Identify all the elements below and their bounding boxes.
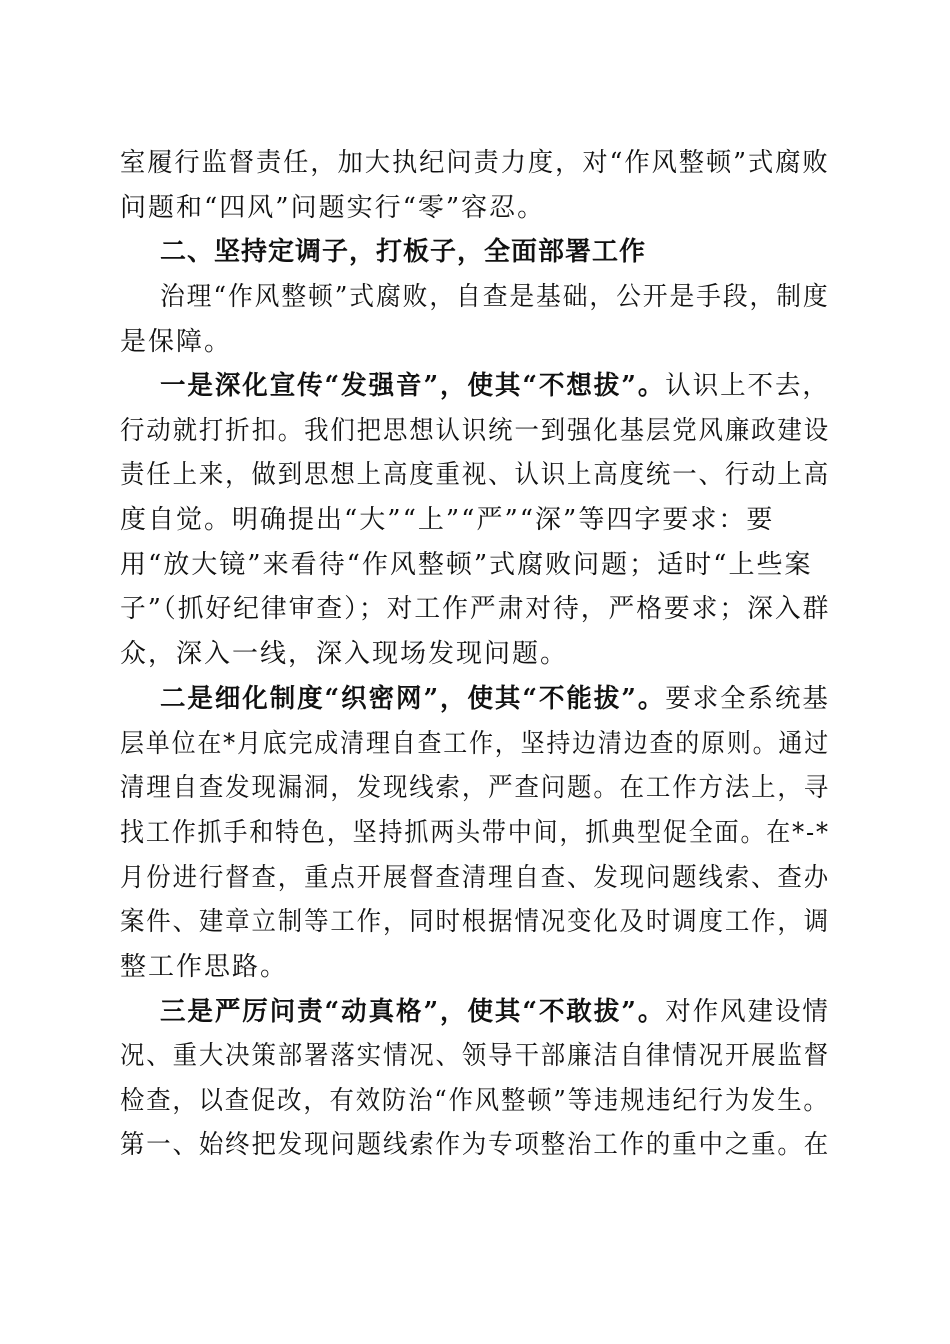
paragraph-first-line — [160, 368, 830, 404]
paragraph-lead: 一是深化宣传“发强音”，使其“不想拔”。 — [160, 371, 666, 401]
paragraph-line: 况、重大决策部署落实情况、领导干部廉洁自律情况开展监督 — [120, 1041, 831, 1071]
paragraph-lead: 二是细化制度“织密网”，使其“不能拔”。 — [160, 684, 666, 714]
paragraph-line: 整工作思路。 — [120, 952, 289, 982]
paragraph-text: 认识上不去， — [665, 371, 830, 401]
paragraph-line: 第一、始终把发现问题线索作为专项整治工作的重中之重。在 — [120, 1130, 831, 1160]
paragraph-line: 子”（抓好纪律审查）；对工作严肃对待，严格要求；深入群 — [120, 594, 831, 624]
paragraph-first-line — [160, 994, 830, 1030]
paragraph-text: 要求全系统基 — [665, 684, 830, 714]
paragraph-line: 用“放大镜”来看待“作风整顿”式腐败问题；适时“上些案 — [120, 550, 813, 580]
paragraph-line: 众，深入一线，深入现场发现问题。 — [120, 639, 569, 669]
paragraph-text: 对作风建设情 — [665, 997, 830, 1027]
paragraph-line: 案件、建章立制等工作，同时根据情况变化及时调度工作，调 — [120, 907, 831, 937]
paragraph-line: 度自觉。明确提出“大”“上”“严”“深”等四字要求：要 — [120, 505, 775, 535]
paragraph-first-line — [160, 681, 830, 717]
paragraph-line: 责任上来，做到思想上高度重视、认识上高度统一、行动上高 — [120, 460, 831, 490]
paragraph-line: 是保障。 — [120, 327, 233, 357]
paragraph-line: 层单位在*月底完成清理自查工作，坚持边清边查的原则。通过 — [120, 729, 831, 759]
paragraph-line: 月份进行督查，重点开展督查清理自查、发现问题线索、查办 — [120, 863, 831, 893]
paragraph-line: 治理“作风整顿”式腐败，自查是基础，公开是手段，制度 — [160, 282, 830, 312]
section-heading: 二、坚持定调子，打板子，全面部署工作 — [160, 237, 647, 267]
paragraph-line: 问题和“四风”问题实行“零”容忍。 — [120, 193, 546, 223]
paragraph-line: 找工作抓手和特色，坚持抓两头带中间，抓典型促全面。在*-* — [120, 818, 830, 848]
paragraph-line: 室履行监督责任，加大执纪问责力度，对“作风整顿”式腐败 — [120, 148, 830, 178]
paragraph-lead: 三是严厉问责“动真格”，使其“不敢拔”。 — [160, 997, 666, 1027]
paragraph-line: 检查，以查促改，有效防治“作风整顿”等违规违纪行为发生。 — [120, 1086, 830, 1116]
paragraph-line: 清理自查发现漏洞，发现线索，严查问题。在工作方法上，寻 — [120, 773, 831, 803]
paragraph-line: 行动就打折扣。我们把思想认识统一到强化基层党风廉政建设 — [120, 416, 831, 446]
